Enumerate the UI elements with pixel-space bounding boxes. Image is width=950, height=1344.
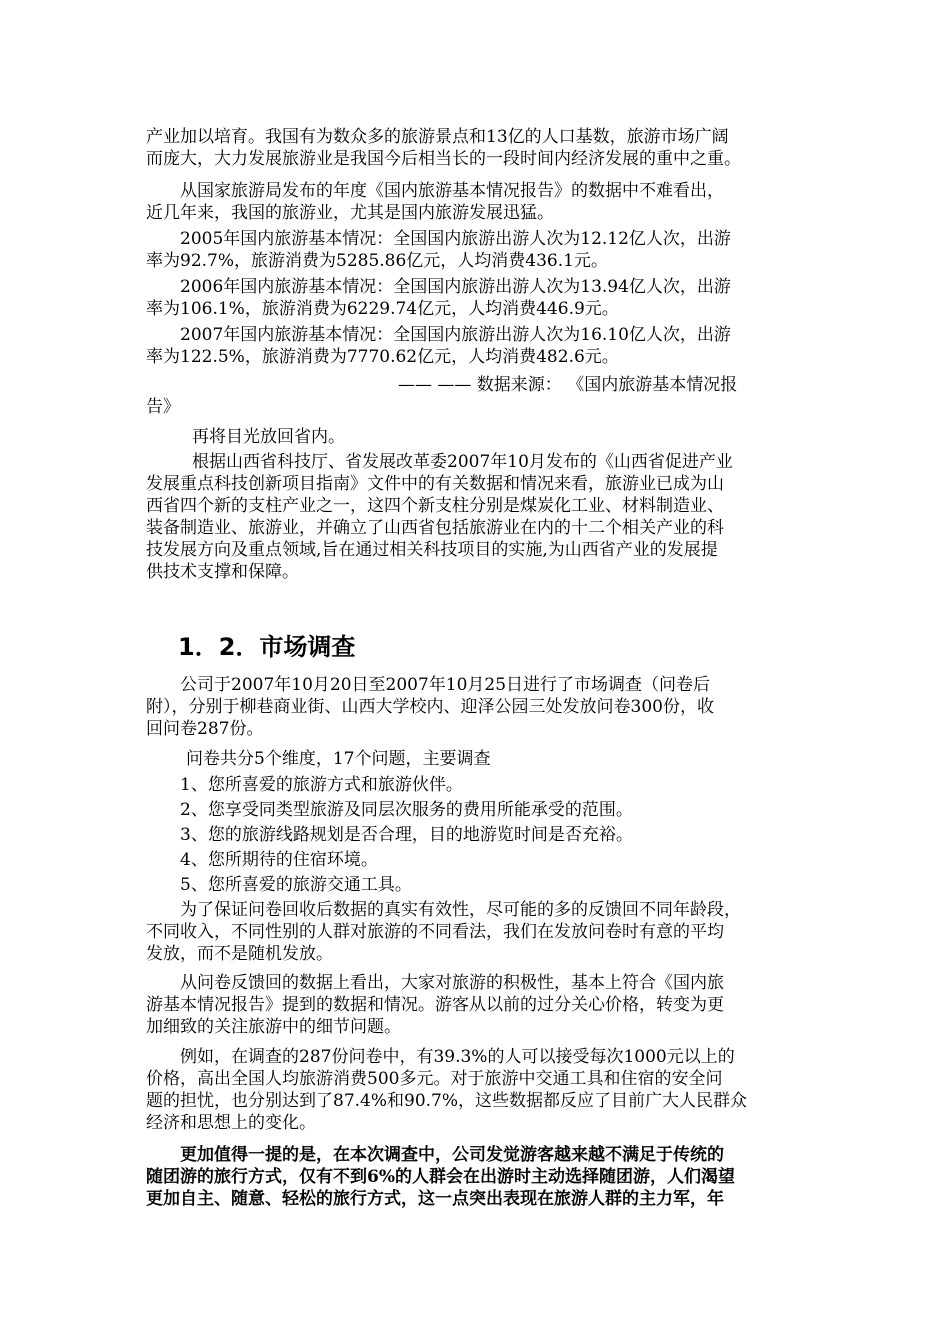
list-item: 5、您所喜爱的旅游交通工具。 [180, 875, 412, 895]
list-item: 1、您所喜爱的旅游方式和旅游伙伴。 [180, 775, 463, 795]
list-item: 3、您的旅游线路规划是否合理，目的地游览时间是否充裕。 [180, 825, 633, 845]
paragraph-survey-dimensions: 问卷共分5个维度，17个问题，主要调查 [186, 749, 491, 769]
paragraph-national-report: 从国家旅游局发布的年度《国内旅游基本情况报告》的数据中不难看出， 近几年来，我国的旅游业，尤其是国内旅游发展迅猛。 [146, 181, 724, 223]
paragraph-sampling-method: 为了保证问卷回收后数据的真实有效性，尽可能的多的反馈回不同年龄段， 不同收入，不同性别的人群对旅游的不同看法，我们在发放问卷时有意的平均 发放，而不是随机发放。 [146, 900, 741, 964]
data-source-note: —— —— 数据来源： 《国内旅游基本情况报 告》 [146, 375, 738, 417]
section-heading-market-survey: 1．2．市场调查 [178, 633, 356, 661]
paragraph-intro-continuation: 产业加以培育。我国有为数众多的旅游景点和13亿的人口基数，旅游市场广阔 而庞大，大力发展旅游业是我国今后相当长的一段时间内经济发展的重中之重。 [146, 127, 741, 169]
paragraph-2007-stats: 2007年国内旅游基本情况：全国国内旅游出游人次为16.10亿人次，出游 率为122.5%，旅游消费为7770.62亿元，人均消费482.6元。 [146, 325, 731, 367]
paragraph-survey-details: 公司于2007年10月20日至2007年10月25日进行了市场调查（问卷后 附），分别于柳巷商业街、山西大学校内、迎泽公园三处发放问卷300份，收 回问卷287份。 [146, 675, 714, 739]
list-item: 4、您所期待的住宿环境。 [180, 850, 378, 870]
paragraph-key-finding-bold: 更加值得一提的是，在本次调查中，公司发觉游客越来越不满足于传统的 随团游的旅行方式，仅有不到6%的人群会在出游时主动选择随团游，人们渴望 更加自主、随意、轻松的旅行方式，这一点突出表现在旅游人群的主力军，年 [146, 1145, 735, 1209]
paragraph-2005-stats: 2005年国内旅游基本情况：全国国内旅游出游人次为12.12亿人次，出游 率为92.7%，旅游消费为5285.86亿元，人均消费436.1元。 [146, 229, 731, 271]
paragraph-back-to-province: 再将目光放回省内。 [192, 427, 345, 447]
paragraph-2006-stats: 2006年国内旅游基本情况：全国国内旅游出游人次为13.94亿人次，出游 率为106.1%，旅游消费为6229.74亿元，人均消费446.9元。 [146, 277, 731, 319]
paragraph-shanxi-policy: 根据山西省科技厅、省发展改革委2007年10月发布的《山西省促进产业 发展重点科技创新项目指南》文件中的有关数据和情况来看，旅游业已成为山 西省四个新的支柱产业之一，这四个新支柱分别是煤炭化工业、材料制造业、 装备制造业、旅游业，并确立了山西省包括旅游业在内的十二个相关产业的科 技发展方向及重点领域,旨在通过相关科技项目的实施,为山西省产业的发展提 供技术支撑和保障。 [146, 452, 733, 582]
paragraph-feedback-analysis: 从问卷反馈回的数据上看出，大家对旅游的积极性，基本上符合《国内旅 游基本情况报告》提到的数据和情况。游客从以前的过分关心价格，转变为更 加细致的关注旅游中的细节问题。 [146, 973, 724, 1037]
list-item: 2、您享受同类型旅游及同层次服务的费用所能承受的范围。 [180, 800, 633, 820]
paragraph-example-stats: 例如，在调查的287份问卷中，有39.3%的人可以接受每次1000元以上的 价格，高出全国人均旅游消费500多元。对于旅游中交通工具和住宿的安全问 题的担忧，也分别达到了87.4%和90.7%，这些数据都反应了目前广大人民群众 经济和思想上的变化。 [146, 1047, 748, 1133]
